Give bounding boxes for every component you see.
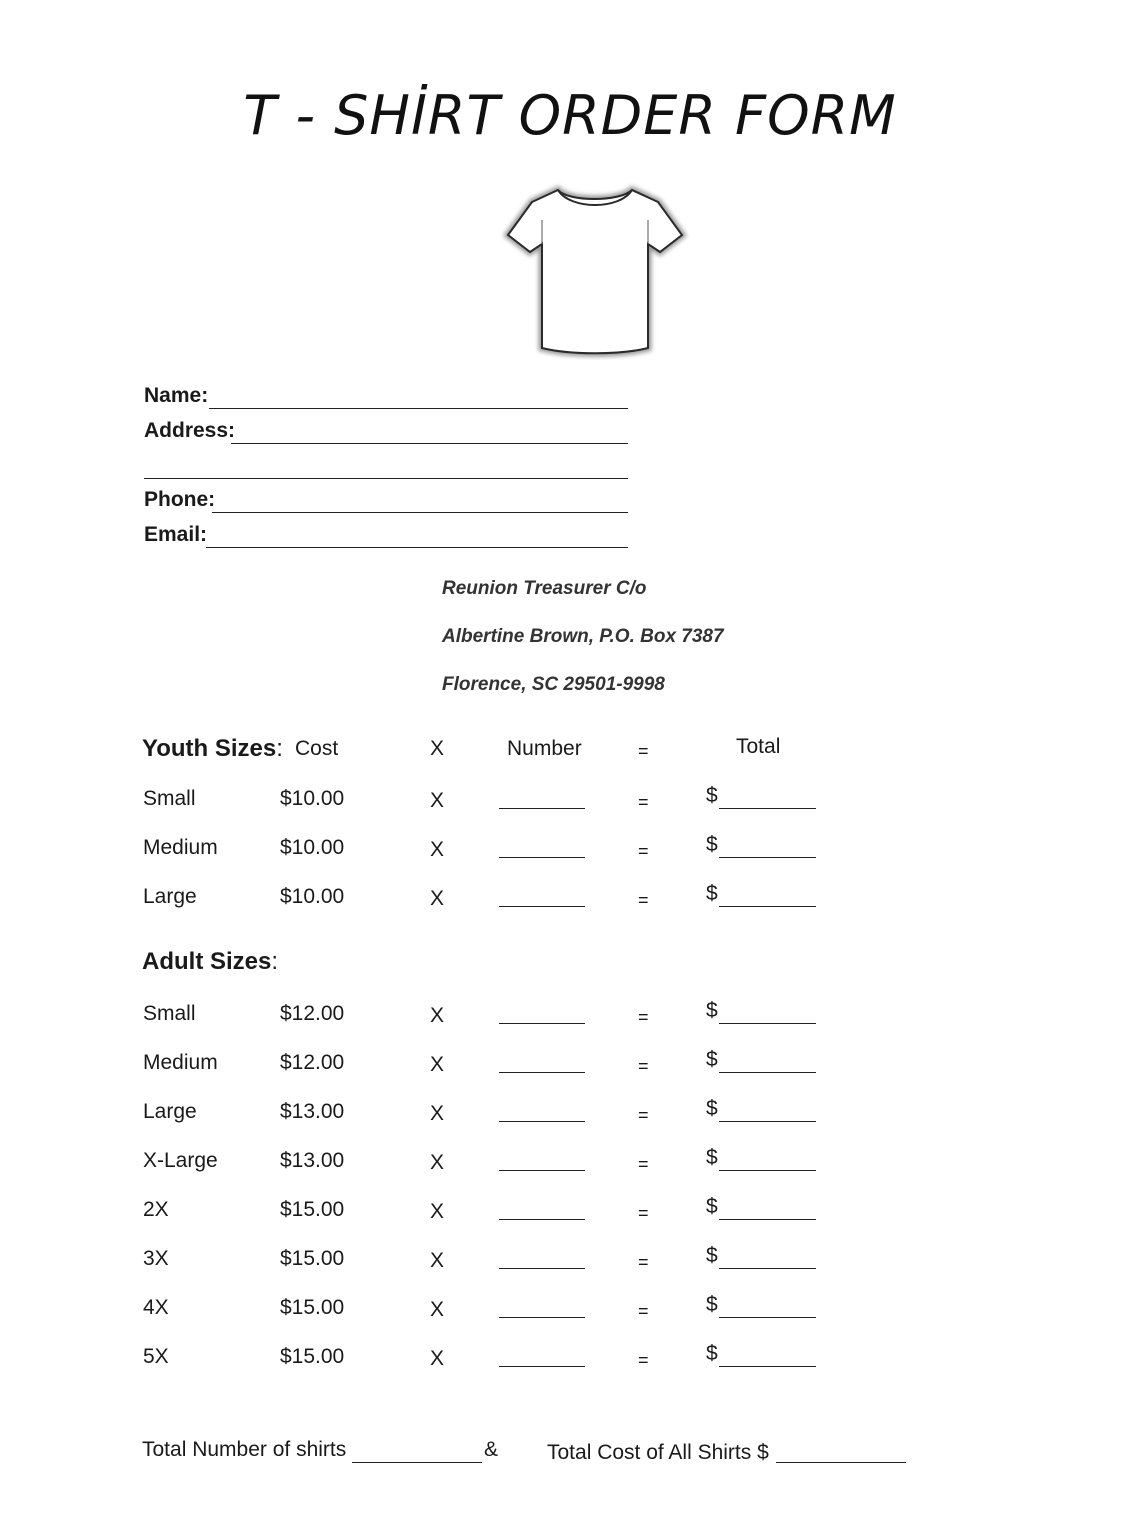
equals-sign: = xyxy=(638,1056,649,1076)
t-shirt-icon xyxy=(500,180,690,360)
size-label: 2X xyxy=(143,1198,169,1221)
times-sign: X xyxy=(430,1053,445,1076)
size-label: Small xyxy=(143,787,196,810)
size-label: Medium xyxy=(143,836,218,859)
times-sign: X xyxy=(430,1200,445,1223)
number-field[interactable] xyxy=(499,906,585,907)
total-field[interactable] xyxy=(719,1023,816,1024)
equals-column-header: = xyxy=(638,741,649,761)
youth-sizes-title: Youth Sizes xyxy=(142,735,277,762)
total-cost-field[interactable] xyxy=(776,1462,906,1463)
email-field[interactable] xyxy=(206,547,628,548)
cost-value: $13.00 xyxy=(280,1149,345,1172)
address-line-3: Florence, SC 29501-9998 xyxy=(442,674,665,695)
address-line-2: Albertine Brown, P.O. Box 7387 xyxy=(442,626,724,647)
number-field[interactable] xyxy=(499,1121,585,1122)
times-sign: X xyxy=(430,1298,445,1321)
times-sign: X xyxy=(430,1004,445,1027)
times-sign: X xyxy=(430,1249,445,1272)
address-field[interactable] xyxy=(231,443,628,444)
size-label: X-Large xyxy=(143,1149,218,1172)
number-field[interactable] xyxy=(499,1072,585,1073)
times-sign: X xyxy=(430,1151,445,1174)
size-label: 4X xyxy=(143,1296,169,1319)
cost-value: $12.00 xyxy=(280,1002,345,1025)
total-field[interactable] xyxy=(719,808,816,809)
dollar-sign: $ xyxy=(706,784,718,807)
number-field[interactable] xyxy=(499,1268,585,1269)
total-field[interactable] xyxy=(719,1366,816,1367)
size-label: Medium xyxy=(143,1051,218,1074)
dollar-sign: $ xyxy=(706,833,718,856)
times-sign: X xyxy=(430,1347,445,1370)
page-title: T - SHİRT ORDER FORM xyxy=(243,84,897,147)
cost-value: $12.00 xyxy=(280,1051,345,1074)
number-field[interactable] xyxy=(499,1170,585,1171)
cost-value: $10.00 xyxy=(280,787,345,810)
phone-field[interactable] xyxy=(212,512,628,513)
email-label: Email: xyxy=(144,523,208,546)
total-field[interactable] xyxy=(719,857,816,858)
equals-sign: = xyxy=(638,841,649,861)
times-sign: X xyxy=(430,789,445,812)
size-label: 5X xyxy=(143,1345,169,1368)
total-number-field[interactable] xyxy=(352,1462,482,1463)
youth-sizes-colon: : xyxy=(276,735,283,762)
cost-column-header: Cost xyxy=(295,737,339,760)
times-column-header: X xyxy=(430,737,445,760)
size-label: Small xyxy=(143,1002,196,1025)
equals-sign: = xyxy=(638,1154,649,1174)
total-field[interactable] xyxy=(719,1317,816,1318)
dollar-sign: $ xyxy=(706,1342,718,1365)
equals-sign: = xyxy=(638,1105,649,1125)
equals-sign: = xyxy=(638,1252,649,1272)
cost-value: $10.00 xyxy=(280,885,345,908)
total-field[interactable] xyxy=(719,1268,816,1269)
adult-sizes-title: Adult Sizes xyxy=(142,948,272,975)
size-label: Large xyxy=(143,885,197,908)
cost-value: $15.00 xyxy=(280,1198,345,1221)
total-column-header: Total xyxy=(736,735,781,758)
size-label: Large xyxy=(143,1100,197,1123)
number-column-header: Number xyxy=(507,737,582,760)
cost-value: $15.00 xyxy=(280,1296,345,1319)
dollar-sign: $ xyxy=(706,1097,718,1120)
number-field[interactable] xyxy=(499,808,585,809)
number-field[interactable] xyxy=(499,1317,585,1318)
number-field[interactable] xyxy=(499,857,585,858)
times-sign: X xyxy=(430,838,445,861)
dollar-sign: $ xyxy=(706,1293,718,1316)
total-field[interactable] xyxy=(719,1170,816,1171)
total-cost-label: Total Cost of All Shirts $ xyxy=(547,1441,769,1464)
dollar-sign: $ xyxy=(706,1048,718,1071)
dollar-sign: $ xyxy=(706,882,718,905)
cost-value: $15.00 xyxy=(280,1345,345,1368)
equals-sign: = xyxy=(638,1350,649,1370)
equals-sign: = xyxy=(638,1301,649,1321)
equals-sign: = xyxy=(638,1007,649,1027)
address-field-line2[interactable] xyxy=(144,478,628,479)
equals-sign: = xyxy=(638,1203,649,1223)
dollar-sign: $ xyxy=(706,999,718,1022)
equals-sign: = xyxy=(638,792,649,812)
size-label: 3X xyxy=(143,1247,169,1270)
cost-value: $15.00 xyxy=(280,1247,345,1270)
times-sign: X xyxy=(430,1102,445,1125)
phone-label: Phone: xyxy=(144,488,216,511)
total-field[interactable] xyxy=(719,1219,816,1220)
ampersand: & xyxy=(484,1438,499,1461)
dollar-sign: $ xyxy=(706,1146,718,1169)
cost-value: $10.00 xyxy=(280,836,345,859)
dollar-sign: $ xyxy=(706,1195,718,1218)
youth-sizes-heading xyxy=(142,735,283,763)
cost-value: $13.00 xyxy=(280,1100,345,1123)
total-field[interactable] xyxy=(719,906,816,907)
address-label: Address: xyxy=(144,419,236,442)
dollar-sign: $ xyxy=(706,1244,718,1267)
name-label: Name: xyxy=(144,384,209,407)
number-field[interactable] xyxy=(499,1023,585,1024)
total-field[interactable] xyxy=(719,1072,816,1073)
address-line-1: Reunion Treasurer C/o xyxy=(442,578,647,599)
number-field[interactable] xyxy=(499,1219,585,1220)
adult-sizes-heading xyxy=(142,948,278,976)
total-number-label: Total Number of shirts xyxy=(142,1438,347,1461)
adult-sizes-colon: : xyxy=(271,948,279,975)
number-field[interactable] xyxy=(499,1366,585,1367)
equals-sign: = xyxy=(638,890,649,910)
total-field[interactable] xyxy=(719,1121,816,1122)
name-field[interactable] xyxy=(209,408,628,409)
times-sign: X xyxy=(430,887,445,910)
